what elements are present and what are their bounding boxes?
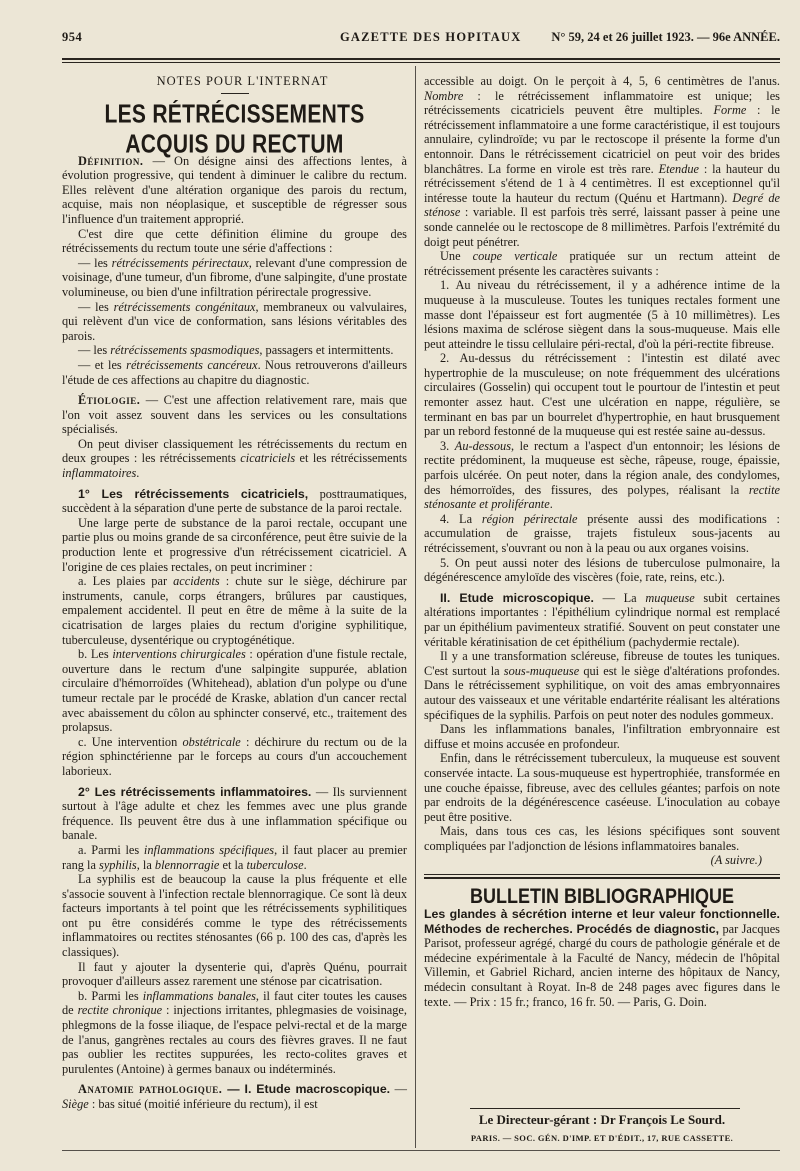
anatomy-label: Anatomie pathologique. [78, 1082, 223, 1097]
text-run: . Nous retrouverons d'ailleurs l'étude de ces affections au chapitre du diagnostic. [62, 357, 407, 387]
italic-text: rétrécissements congénitaux [113, 299, 256, 314]
text-run: : la hauteur du rétrécissement s'étend de 1 à 4 centimètres. Il est exceptionnel qu'il intéresse toute la hauteur du rectum (Quénu et Hartmann). [424, 161, 780, 205]
text-run: a. Les plaies par [78, 574, 174, 589]
list-item [62, 989, 407, 1077]
header-rule [62, 58, 780, 60]
italic-text: Au-dessous [454, 438, 512, 453]
text-run: : bas situé (moitié inférieure du rectum), il est [88, 1097, 318, 1111]
text-run: , il faut citer toutes les causes de [62, 988, 407, 1018]
italic-text: syphilis [99, 857, 137, 872]
bottom-rule [62, 1150, 780, 1151]
text-run: pratiquée sur un rectum atteint de rétrécissement présente les caractères suivants : [424, 249, 780, 278]
to-be-continued: (A suivre.) [710, 853, 762, 868]
italic-text: Etendue [658, 161, 700, 176]
text-run: , passagers et intermittents. [259, 343, 394, 358]
italic-text: Forme [713, 103, 747, 118]
section-inflammatoires [62, 785, 407, 843]
text-run: , membraneux ou valvulaires, qui relèvent d'un vice de conformation, sans lésions véritables des parois. [62, 299, 407, 343]
italic-text: interventions chirurgicales [112, 647, 246, 662]
text-run: , il faut placer au premier rang la [62, 842, 407, 872]
printer-imprint: PARIS. — SOC. GÉN. D'IMP. ET D'ÉDIT., 17, RUE CASSETTE. [470, 1133, 734, 1143]
italic-text: rectite sténosante et proliférante [424, 482, 780, 512]
paragraph [62, 437, 407, 481]
text-run: posttraumatiques, succèdent à la séparation d'une perte de substance de la paroi rectale. [62, 486, 407, 516]
list-item [62, 300, 407, 344]
italic-text: rétrécissements cancéreux [126, 357, 258, 372]
italic-text: obstétricale [182, 734, 241, 749]
list-item [424, 512, 780, 556]
italic-text: sous-muqueuse [503, 663, 580, 678]
section-heading: II. Etude microscopique. [440, 590, 594, 605]
paragraph [424, 649, 780, 722]
list-item [62, 647, 407, 735]
paragraph: Une large perte de substance de la paroi rectale, occupant une partie plus ou moins grande de sa circonférence, peut être suivie de la production lente et progressive d'un rétrécissement cicatriciel. A l'origine de ces plaies rectales, on peut incriminer : [62, 515, 407, 574]
text-run: et les rétrécissements [295, 451, 408, 466]
italic-text: blennorragie [154, 857, 220, 872]
list-item [62, 574, 407, 647]
text-run: qui est le siège d'altérations profondes. Dans le rétrécissement syphilitique, on voit des amas embryonnaires autour des vaisseaux et une véritable endartérite réalisant les altérations spécifiques de la syphilis. Parfois on peut noter des nodules gommeux. [424, 663, 781, 722]
paragraph [424, 249, 780, 278]
text-run: : déchirure du rectum ou de la région sphinctérienne par le forceps au cours d'un accouchement laborieux. [62, 734, 407, 778]
text-run: Une [440, 249, 473, 264]
list-item: 5. On peut aussi noter des lésions de tuberculose pulmonaire, la dégénérescence amyloïde des viscères (foie, rate, reins, etc.). [424, 555, 780, 585]
italic-text: région périrectale [481, 511, 578, 526]
director-rule [470, 1108, 740, 1109]
page-number: 954 [62, 30, 83, 44]
text-run: — les [78, 299, 114, 314]
text-run: par Jacques Parisot, professeur agrégé, chargé du cours de pathologie générale et de médecine expérimentale à la Faculté de Nancy, médecin de l'hôpital Villemin, et Gabriel Richard, ancien interne des hôpitaux de Nancy, médecin consultant à Royat. In-8 de 248 pages avec figures dans le texte. — Prix : 15 fr.; franco, 16 fr. 50. — Paris, G. Doin. [424, 921, 780, 1009]
italic-text: Nombre [424, 88, 464, 103]
text-run: : le rétrécissement inflammatoire est unique; les rétrécissements cicatriciels peuvent être multiples. [424, 88, 780, 118]
director-line: Le Directeur-gérant : Dr François Le Sourd. [478, 1112, 726, 1127]
text-run: b. Les [78, 647, 113, 662]
list-item [62, 358, 407, 387]
section-heading: 1° Les rétrécissements cicatriciels, [78, 486, 309, 501]
list-item [62, 735, 407, 779]
text-run: , le rectum a l'aspect d'un entonnoir; les lésions de rectite prédominent, la muqueuse est sèche, râpeuse, rouge, épaissie, parfois ulcérée. On peut noter, dans la région anale, des condylomes, des hémorroïdes, des fissures, des polypes, réalisant la [424, 438, 781, 497]
issue-info: N° 59, 24 et 26 juillet 1923. — 96e ANNÉE. [551, 30, 780, 44]
right-column [424, 74, 780, 1009]
italic-text: accidents [173, 574, 220, 589]
column-separator [415, 66, 416, 1148]
etiology-label: Étiologie. [78, 393, 141, 408]
text-run: , relevant d'une compression de voisinage, d'une tumeur, d'un fibrome, d'une salpingite, d'une prostate volumineuse, ou bien d'une infiltration périrectale progressive. [62, 255, 407, 299]
text-run: — I. Etude macroscopique. [222, 1082, 391, 1097]
bulletin-entry [424, 907, 780, 1009]
italic-text: inflammations banales [142, 988, 256, 1003]
text-run: : variable. Il est parfois très serré, laissant passer à peine une sonde cannelée ou le rectoscope de 8 millimètres. Parfois l'extrémité du doigt peut pénétrer. [424, 205, 780, 249]
italic-text: muqueuse [645, 590, 695, 605]
text-run: — Ils surviennent surtout à l'âge adulte et chez les femmes avec une plus grande fréquence. Ils peuvent être dus à une inflammation spécifique ou banale. [62, 784, 407, 843]
text-run: 4. La [440, 511, 482, 526]
italic-text: rétrécissements périrectaux [111, 255, 249, 270]
italic-text: rectite chronique [77, 1003, 163, 1018]
italic-text: cicatriciels [240, 451, 296, 466]
text-run: Il y a une transformation scléreuse, fibreuse de toutes les tuniques. C'est surtout la [424, 649, 780, 678]
text-run: . [303, 857, 307, 872]
etiology-paragraph [62, 393, 407, 437]
italic-text: rétrécissements spasmodiques [110, 343, 260, 358]
text-run: 3. [440, 438, 455, 453]
italic-text: Siège [62, 1097, 89, 1111]
text-run: — La [593, 590, 646, 605]
definition-label: Définition. [78, 153, 144, 168]
list-item: 2. Au-dessus du rétrécissement : l'intestin est dilaté avec hypertrophie de la musculeuse; on note fréquemment des ulcérations circulaires (Gosselin) qui occupent tout le pourtour de l'intestin et peut remonter assez haut. C'est une ulcération en nappe, régulière, se terminant en bas par un bourrelet d'hypertrophie, en haut brusquement par un rebord festonné de la muqueuse qui est restée saine au-dessus. [424, 351, 780, 439]
list-item: 1. Au niveau du rétrécissement, il y a adhérence intime de la muqueuse à la musculeuse. Toutes les tuniques rectales forment une masse dont l'épaisseur est fort augmentée (5 à 10 millimètres). Les lésions maxima de sclérose siègent dans la sous-muqueuse. Mais elle peut atteindre le tissu cellulaire péri-rectal, d'où la péri-rectite fibreuse. [424, 278, 780, 351]
page-header [62, 30, 780, 56]
text-run: et la [219, 857, 247, 872]
text-run: : injections irritantes, phlegmasies de voisinage, phlegmons de la fosse iliaque, de l'espace pelvi-rectal et de la marge de l'anus, gangrènes rectales au cours des fièvres graves. Il ne faut pas oublier les rectites suppurées, les recto-colites graves et purulentes (Antoine) à germes banaux ou indéterminés. [62, 1003, 408, 1076]
paragraph: Enfin, dans le rétrécissement tuberculeux, la muqueuse est souvent conservée intacte. La sous-muqueuse est hypertrophiée, transformée en une couche épaisse, fibreuse, avec des cellules géantes; parfois on note par endroits de la dégénérescence caséeuse. L'inoculation au cobaye peut être positive. [424, 751, 780, 824]
paragraph: La syphilis est de beaucoup la cause la plus fréquente et elle s'associe souvent à l'infection rectale blennorragique. Ce sont là deux facteurs importants à tel point que les rétrécissements syphilitiques ont pu être considérés comme le type des rétrécissements inflammatoires ou rectites sténosantes (66 p. 100 des cas, d'après les classiques). [62, 872, 407, 960]
text-run: — et les [78, 357, 127, 372]
bulletin-rule [424, 874, 780, 875]
list-item [62, 343, 407, 358]
text-run: : opération d'une fistule rectale, ouverture dans le rectum d'une salpingite suppurée, ablation circulaire d'hémorroïdes (Whitehead), ablation d'un polype ou d'une tumeur rectale par le procédé de Kraske, ablation d'un cancer rectal avec abaissement du côlon au sphincter conservé, etc., traitement des prolapsus. [62, 647, 407, 735]
bulletin-entry-title: Les glandes à sécrétion interne et leur valeur fonctionnelle. Méthodes de recherches. Procédés de diagnostic, [424, 907, 780, 936]
text-run: — On désigne ainsi des affections lentes, à évolution progressive, qui tendent à diminuer le calibre du rectum. Elles relèvent d'une altération organique des parois du rectum, acquise, mais non néoplasique, et susceptible de régresser sous l'influence d'un traitement approprié. [62, 153, 407, 226]
list-item [424, 439, 780, 512]
text-run: présente aussi des modifications : accumulation de graisse, trajets fistuleux sous-jacents au rétrécissement, s'ouvrant ou non à la peau ou aux organes voisins. [424, 511, 780, 555]
bulletin-title: BULLETIN BIBLIOGRAPHIQUE [470, 884, 734, 909]
text-run: : le rétrécissement inflammatoire a une forme caractéristique, il est toujours annulaire, cylindroïde; vu par le rectoscope il présente la forme d'un entonnoir. Dans le rétrécissement cicatriciel on peut voir des brides blanchâtres. La forme en virole est très rare. [424, 103, 781, 176]
list-item [62, 843, 407, 872]
article-title: LES RÉTRÉCISSEMENTS ACQUIS DU RECTUM [104, 99, 365, 159]
text-run: a. Parmi les [78, 842, 144, 857]
text-run: b. Parmi les [78, 988, 143, 1003]
text-run: . [136, 466, 140, 481]
definition-paragraph [62, 154, 407, 227]
bulletin-rule-thick [424, 877, 780, 879]
section-heading: 2° Les rétrécissements inflammatoires. [78, 784, 312, 799]
text-run: accessible au doigt. On le perçoit à 4, 5, 6 centimètres de l'anus. [424, 74, 780, 88]
section-cicatriciels [62, 487, 407, 516]
text-run: — les [78, 343, 111, 358]
text-run: — les [78, 255, 112, 270]
paragraph: Il faut y ajouter la dysenterie qui, d'après Quénu, pourrait provoquer d'ailleurs assez rarement une sténose par cicatrisation. [62, 959, 407, 989]
italic-text: coupe verticale [472, 249, 558, 264]
microscopy-paragraph [424, 591, 780, 649]
list-item [62, 256, 407, 300]
text-run: c. Une intervention [78, 734, 183, 749]
article-kicker: NOTES POUR L'INTERNAT [156, 74, 329, 88]
kicker-rule [221, 93, 249, 94]
paragraph: Mais, dans tous ces cas, les lésions spécifiques sont souvent compliquées par l'adjonction de lésions inflammatoires banales. [424, 824, 780, 853]
text-run: subit certaines altérations importantes : l'épithélium cylindrique normal est remplacé par un épithélium pavimenteux stratifié. Souvent on peut constater une véritable kératinisation de cet épithélium (pachydermie rectale). [424, 590, 780, 649]
paragraph: Dans les inflammations banales, l'infiltration embryonnaire est diffuse et moins accusée en profondeur. [424, 722, 780, 751]
italic-text: inflammatoires [62, 466, 137, 481]
text-run: . [549, 497, 553, 512]
anatomy-paragraph [62, 1082, 407, 1111]
text-run: : chute sur le siège, déchirure par instruments, canule, corps étrangers, brûlures par caustiques, empalement accidentel. Il peut en être de même à la suite de la cicatrisation de larges plaies du rectum d'origine syphilitique, tuberculeuse, dysentérique ou cryptogénétique. [62, 574, 407, 647]
italic-text: tuberculose [246, 857, 304, 872]
paragraph: C'est dire que cette définition élimine du groupe des rétrécissements du rectum toute une série d'affections : [62, 226, 407, 256]
text-run: — [390, 1082, 408, 1097]
journal-title: GAZETTE DES HOPITAUX [340, 30, 522, 44]
left-column [62, 74, 407, 1112]
text-run: — C'est une affection relativement rare, mais que l'on voit assez souvent dans les services ou les consultations spécialisés. [62, 393, 407, 437]
text-run: , la [136, 857, 155, 872]
italic-text: Degré de sténose [424, 190, 780, 220]
paragraph [424, 74, 780, 249]
text-run: On peut diviser classiquement les rétrécissements du rectum en deux groupes : les rétrécissements [62, 436, 407, 466]
header-rule-thin [62, 62, 780, 63]
italic-text: inflammations spécifiques [143, 842, 275, 857]
